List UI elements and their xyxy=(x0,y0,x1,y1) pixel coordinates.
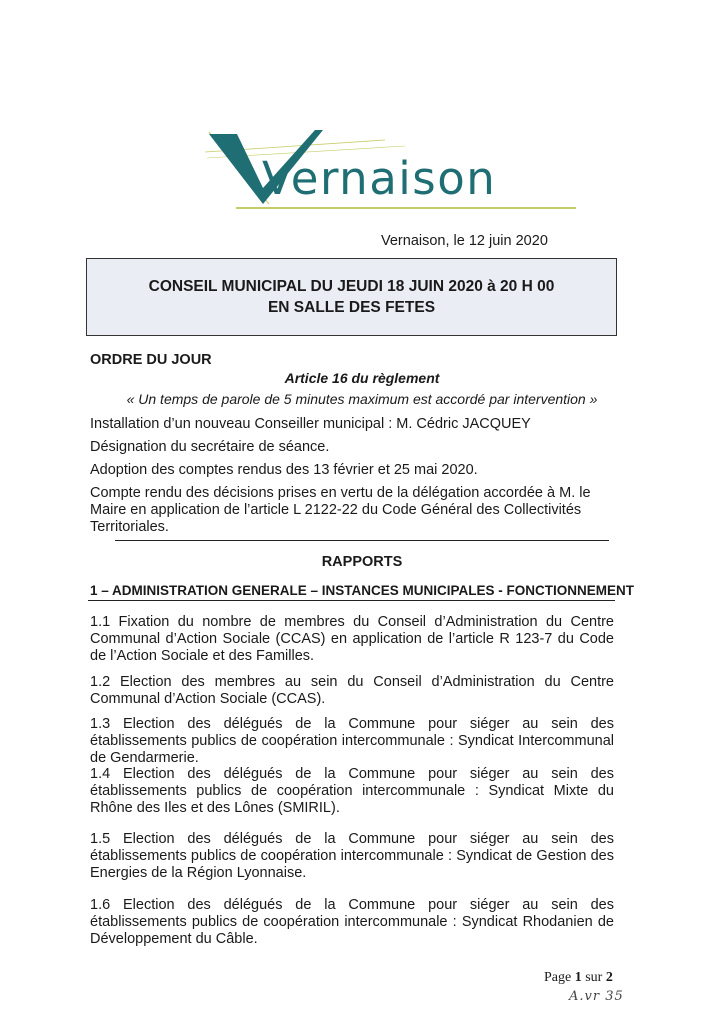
page-number xyxy=(544,970,613,986)
report-item: 1.3 Election des délégués de la Commune pour siéger au sein des établissements publics de coopération intercommunale : Syndicat Intercommunal de Gendarmerie. xyxy=(90,716,614,766)
report-item: 1.4 Election des délégués de la Commune pour siéger au sein des établissements publics de coopération intercommunale : Syndicat Mixte du Rhône des Iles et des Lônes (SMIRIL). xyxy=(90,766,614,816)
title-line-1: CONSEIL MUNICIPAL DU JEUDI 18 JUIN 2020 à 20 H 00 xyxy=(148,278,555,295)
agenda-heading: ORDRE DU JOUR xyxy=(90,352,212,368)
place-date: Vernaison, le 12 juin 2020 xyxy=(381,233,548,249)
speaking-time-quote: « Un temps de parole de 5 minutes maximum est accordé par intervention » xyxy=(126,391,598,407)
logo-wordmark: Vernaison xyxy=(262,152,497,205)
title-line-2: EN SALLE DES FETES xyxy=(267,299,436,316)
separator-line xyxy=(115,540,609,541)
title-box xyxy=(86,258,617,336)
page-sep: sur xyxy=(585,970,603,985)
page-word: Page xyxy=(544,970,572,985)
section-title: 1 – ADMINISTRATION GENERALE – INSTANCES MUNICIPALES - FONCTIONNEMENT xyxy=(90,583,635,598)
section-underline xyxy=(88,600,615,601)
report-item: 1.5 Election des délégués de la Commune pour siéger au sein des établissements publics de coopération intercommunale : Syndicat de Gestion des Energies de la Région Lyonnaise. xyxy=(90,831,614,881)
report-item: 1.2 Election des membres au sein du Conseil d’Administration du Centre Communal d’Action Sociale (CCAS). xyxy=(90,674,614,707)
report-item: 1.1 Fixation du nombre de membres du Conseil d’Administration du Centre Communal d’Action Sociale (CCAS) en application de l’article R 123-7 du Code de l’Action Sociale et des Familles. xyxy=(90,614,614,664)
report-item: 1.6 Election des délégués de la Commune pour siéger au sein des établissements publics de coopération intercommunale : Syndicat Rhodanien de Développement du Câble. xyxy=(90,897,614,947)
agenda-item: Installation d’un nouveau Conseiller municipal : M. Cédric JACQUEY xyxy=(90,416,531,432)
page-current: 1 xyxy=(574,970,582,985)
page-total: 2 xyxy=(605,970,613,985)
reports-heading: RAPPORTS xyxy=(321,554,403,570)
agenda-item: Adoption des comptes rendus des 13 février et 25 mai 2020. xyxy=(90,462,478,478)
logo-underline xyxy=(236,207,576,209)
handwritten-initials: A.vr 35 xyxy=(569,989,624,1004)
agenda-item: Désignation du secrétaire de séance. xyxy=(90,439,330,455)
article-reference: Article 16 du règlement xyxy=(284,370,440,386)
agenda-item: Compte rendu des décisions prises en vertu de la délégation accordée à M. le Maire en application de l’article L 2122-22 du Code Général des Collectivités Territoriales. xyxy=(90,485,591,535)
